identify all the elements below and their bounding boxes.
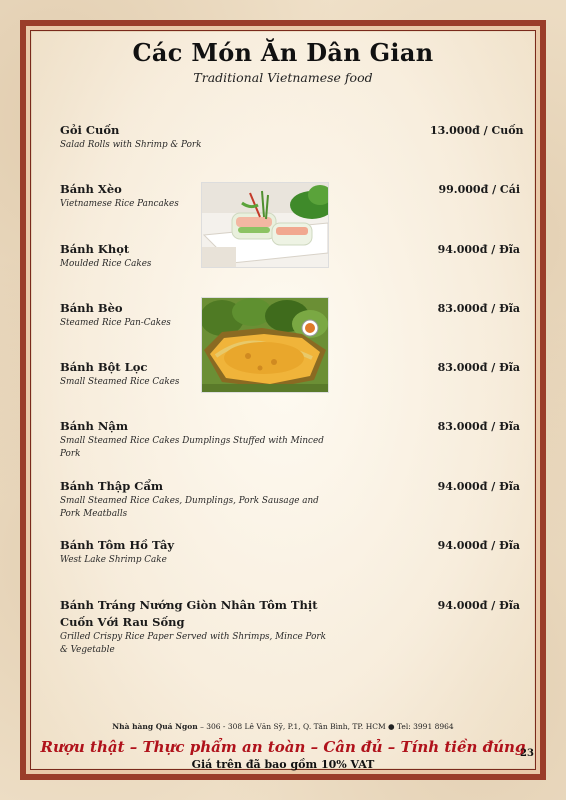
item-description: Salad Rolls with Shrimp & Pork: [60, 140, 202, 150]
item-description: Steamed Rice Pan-Cakes: [60, 318, 171, 328]
item-description: Small Steamed Rice Cakes Dumplings Stuffed with Minced Pork: [60, 436, 324, 459]
item-description: Grilled Crispy Rice Paper Served with Shrimps, Mince Pork & Vegetable: [60, 632, 326, 655]
menu-item-goi-cuon: [60, 122, 524, 152]
item-name: Bánh Tôm Hồ Tây: [60, 538, 175, 552]
banh-xeo-photo: [201, 297, 329, 393]
menu-item-banh-trang-nuong: [60, 597, 520, 657]
item-price: 94.000đ / Đĩa: [437, 599, 520, 612]
item-name: Bánh Xèo: [60, 182, 122, 196]
menu-item-banh-nam: [60, 418, 520, 461]
item-description: Small Steamed Rice Cakes, Dumplings, Pork Sausage and Pork Meatballs: [60, 496, 319, 519]
spring-rolls-photo: [201, 182, 329, 268]
page-subtitle: Traditional Vietnamese food: [193, 70, 373, 85]
item-price: 94.000đ / Đĩa: [437, 480, 520, 493]
page-title: Các Món Ăn Dân Gian: [132, 38, 434, 67]
item-name: Bánh Bột Lọc: [60, 360, 148, 374]
page-number: 23: [520, 748, 534, 759]
item-description: Vietnamese Rice Pancakes: [60, 199, 179, 209]
item-name: Bánh Nậm: [60, 419, 129, 433]
item-price: 99.000đ / Cái: [438, 183, 520, 196]
footer-address: [0, 722, 566, 731]
item-price: 13.000đ / Cuốn: [430, 124, 524, 137]
item-price: 83.000đ / Đĩa: [437, 302, 520, 315]
menu-item-banh-thap-cam: [60, 478, 520, 521]
vat-note: Giá trên đã bao gồm 10% VAT: [191, 758, 375, 771]
item-price: 83.000đ / Đĩa: [437, 420, 520, 433]
item-name: Bánh Thập Cẩm: [60, 479, 164, 493]
item-name: Gỏi Cuốn: [60, 123, 120, 137]
footer-slogan: Rượu thật – Thực phẩm an toàn – Cân đủ – Tính tiền đúng: [40, 738, 526, 756]
item-description: Moulded Rice Cakes: [60, 259, 152, 269]
item-price: 83.000đ / Đĩa: [437, 361, 520, 374]
item-name: Bánh Bèo: [60, 301, 123, 315]
item-name: Bánh Tráng Nướng Giòn Nhân Tôm Thịt Cuốn Với Rau Sống: [60, 598, 318, 629]
restaurant-name: Nhà hàng Quá Ngon: [112, 722, 198, 731]
item-name: Bánh Khọt: [60, 242, 130, 256]
item-description: West Lake Shrimp Cake: [60, 555, 167, 565]
item-description: Small Steamed Rice Cakes: [60, 377, 180, 387]
address-text: – 306 - 308 Lê Văn Sỹ, P.1, Q. Tân Bình, TP. HCM ● Tel: 3991 8964: [197, 722, 454, 731]
item-price: 94.000đ / Đĩa: [437, 539, 520, 552]
menu-item-banh-tom-ho-tay: [60, 537, 520, 567]
item-price: 94.000đ / Đĩa: [437, 243, 520, 256]
